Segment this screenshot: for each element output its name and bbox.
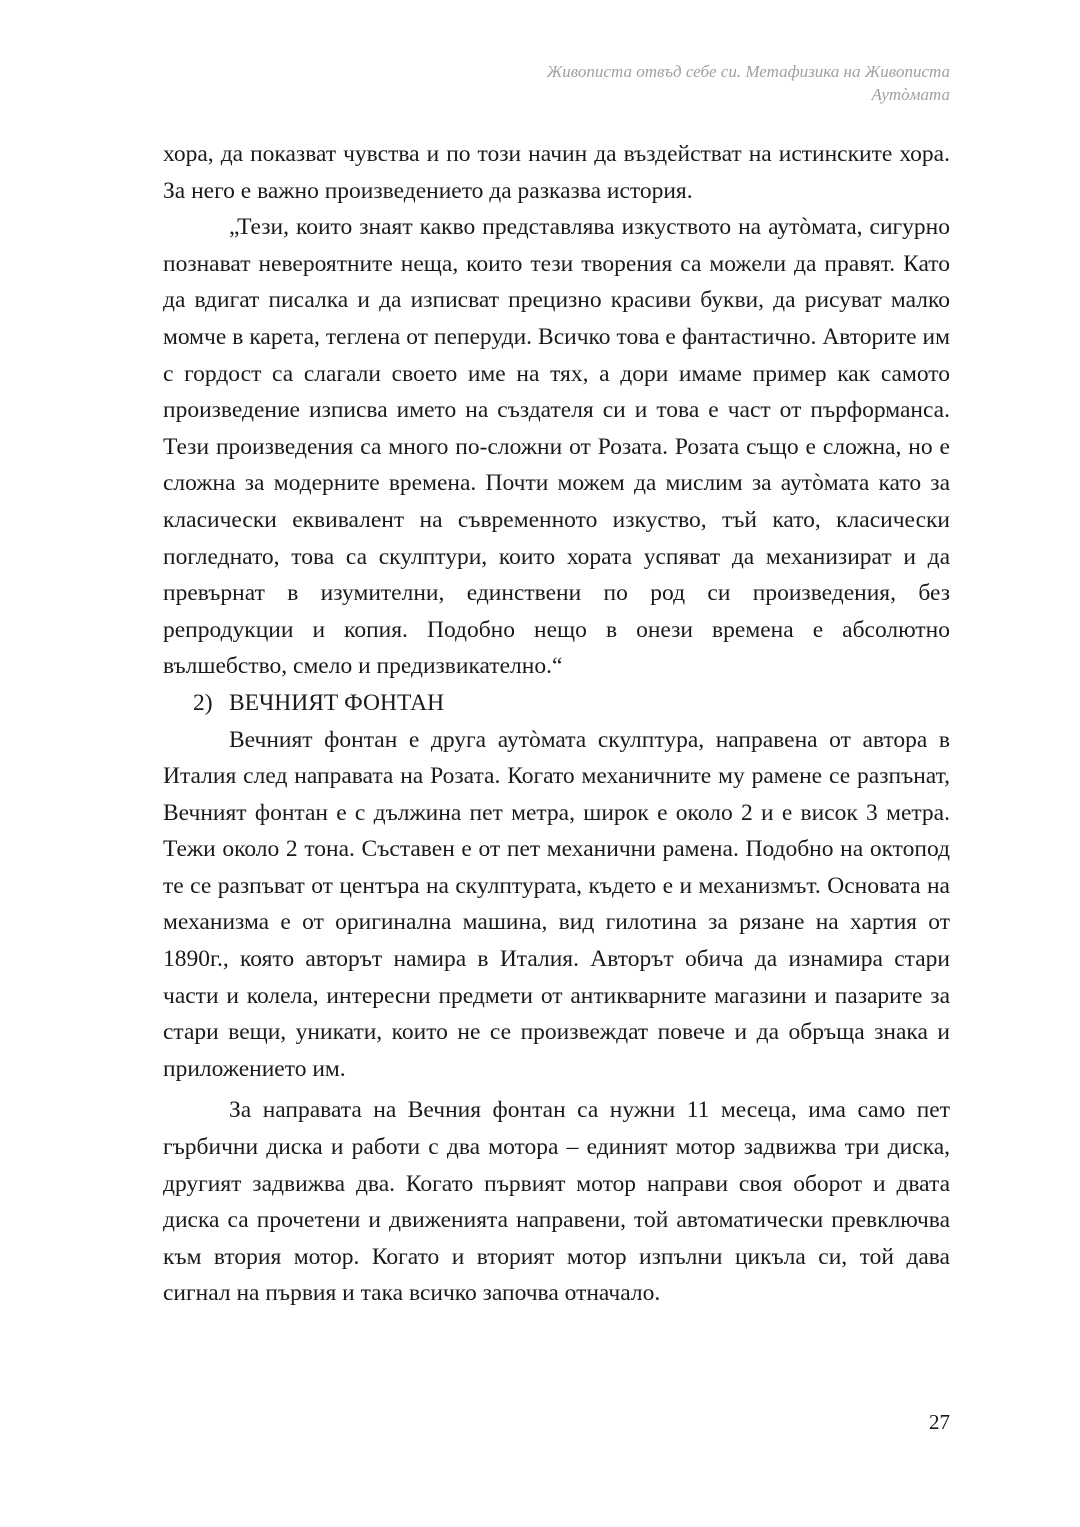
paragraph-fountain-description: Вечният фонтан е друга аутòмата скулптура, направена от автора в Италия след направата на Розата. Когато механичните му рамене се разпънат, Вечният фонтан е с дължина пет метра, широк е около 2 и е висок 3 метра. Тежи около 2 тона. Съставен е от пет механични рамена. Подобно на октопод те се разпъват от центъра на скулптурата, където е и механизмът. Основата на механизма е от оригинална машина, вид гилотина за рязане на хартия от 1890г., която авторът намира в Италия. Авторът обича да изнамира стари части и колела, интересни предмети от антикварните магазини и пазарите за стари вещи, уникати, които не се произвеждат повече и да обръща знака и приложението им. — [163, 726, 950, 1082]
section-heading-number: 2) — [193, 689, 213, 716]
section-heading-text: ВЕЧНИЯТ ФОНТАН — [229, 689, 445, 716]
body-text — [163, 136, 950, 1312]
running-header-title: Живописта отвъд себе си. Метафизика на Живописта — [546, 62, 950, 81]
paragraph-quote: „Тези, които знаят какво представлява изкуството на аутòмата, сигурно познават невероятните неща, които тези творения са можели да правят. Като да вдигат писалка и да изписват прецизно красиви букви, да рисуват малко момче в карета, теглена от пеперуди. Всичко това е фантастично. Авторите им с гордост са слагали своето име на тях, а дори имаме пример как самото произведение изписва името на създателя си и това е част от пърформанса. Тези произведения са много по-сложни от Розата. Розата също е сложна, но е сложна за модерните времена. Почти можем да мислим за аутòмата като за класически еквивалент на съвременното изкуство, тъй като, класически погледнато, това са скулптури, които хората успяват да механизират и да превърнат в изумителни, единствени по род си произведения, без репродукции и копия. Подобно нещо в онези времена е абсолютно вълшебство, смело и предизвикателно.“ — [163, 214, 950, 680]
page-number: 27 — [929, 1410, 950, 1434]
paragraph-continued: хора, да показват чувства и по този начин да въздействат на истинските хора. За него е важно произведението да разказва история. — [163, 141, 950, 204]
section-heading — [163, 685, 950, 722]
paragraph-fountain-mechanism: За направата на Вечния фонтан са нужни 11 месеца, има само пет гърбични диска и работи с два мотора – единият мотор задвижва три диска, другият задвижва два. Когато първият мотор направи своя оборот и двата диска са прочетени и движенията направени, той автоматически превключва към втория мотор. Когато и вторият мотор изпълни цикъла си, той дава сигнал на първия и така всичко започва отначало. — [163, 1097, 950, 1307]
running-header-subtitle: Аутòмата — [871, 85, 950, 104]
running-header — [250, 60, 950, 106]
